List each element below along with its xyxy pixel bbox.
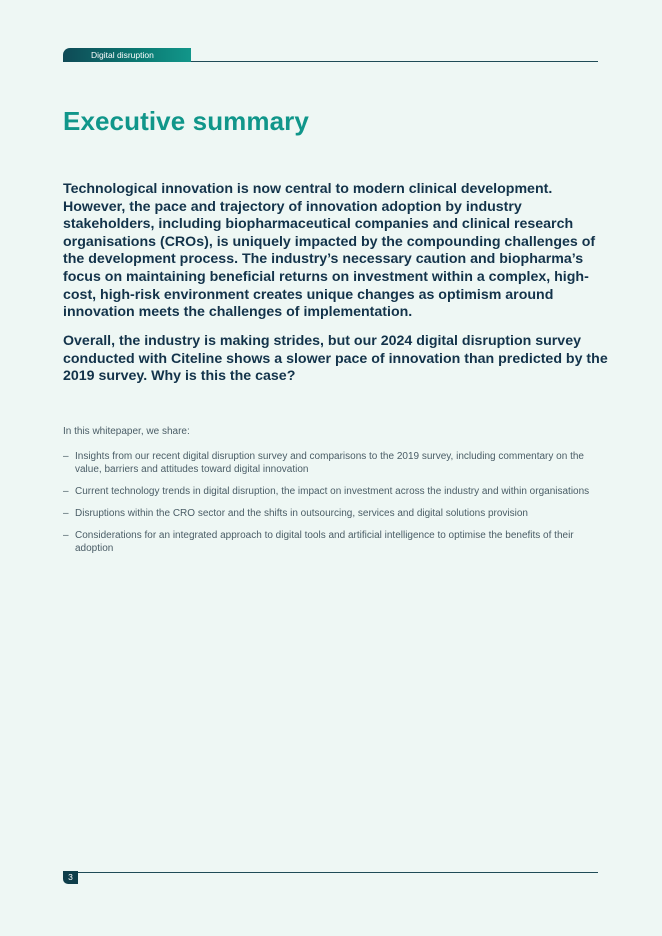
dash-marker: –: [63, 530, 69, 541]
lead-paragraph-2: Overall, the industry is making strides, but our 2024 digital disruption survey conducted with Citeline shows a slower pace of innovation than predicted by the 2019 survey. Why is this the case?: [63, 333, 608, 385]
list-item-text: Current technology trends in digital disruption, the impact on investment across the industry and within organisations: [75, 486, 590, 497]
list-item: [63, 450, 603, 476]
list-item: [63, 529, 603, 555]
list-item-text: Disruptions within the CRO sector and the shifts in outsourcing, services and digital solutions provision: [75, 508, 528, 519]
dash-marker: –: [63, 486, 69, 497]
dash-marker: –: [63, 508, 69, 519]
lead-paragraph-1: Technological innovation is now central to modern clinical development. However, the pace and trajectory of innovation adoption by industry stakeholders, including biopharmaceutical companies and clinical research organisations (CROs), is uniquely impacted by the compounding challenges of the development process. The industry’s necessary caution and biopharma’s focus on maintaining beneficial returns on investment within a complex, high-cost, high-risk environment creates unique changes as optimism around innovation meets the challenges of implementation.: [63, 181, 596, 321]
list-item: [63, 507, 603, 520]
bullet-list: [63, 450, 603, 564]
list-item-text: Considerations for an integrated approach to digital tools and artificial intelligence to optimise the benefits of their adoption: [75, 530, 574, 554]
page-title: Executive summary: [63, 106, 309, 136]
footer-divider: [78, 872, 598, 873]
section-tag: Digital disruption: [63, 48, 191, 62]
page-number: 3: [63, 871, 78, 884]
intro-text: In this whitepaper, we share:: [63, 426, 190, 437]
list-item: [63, 485, 603, 498]
list-item-text: Insights from our recent digital disruption survey and comparisons to the 2019 survey, including commentary on the value, barriers and attitudes toward digital innovation: [75, 451, 584, 475]
dash-marker: –: [63, 451, 69, 462]
header-divider: [191, 61, 598, 62]
